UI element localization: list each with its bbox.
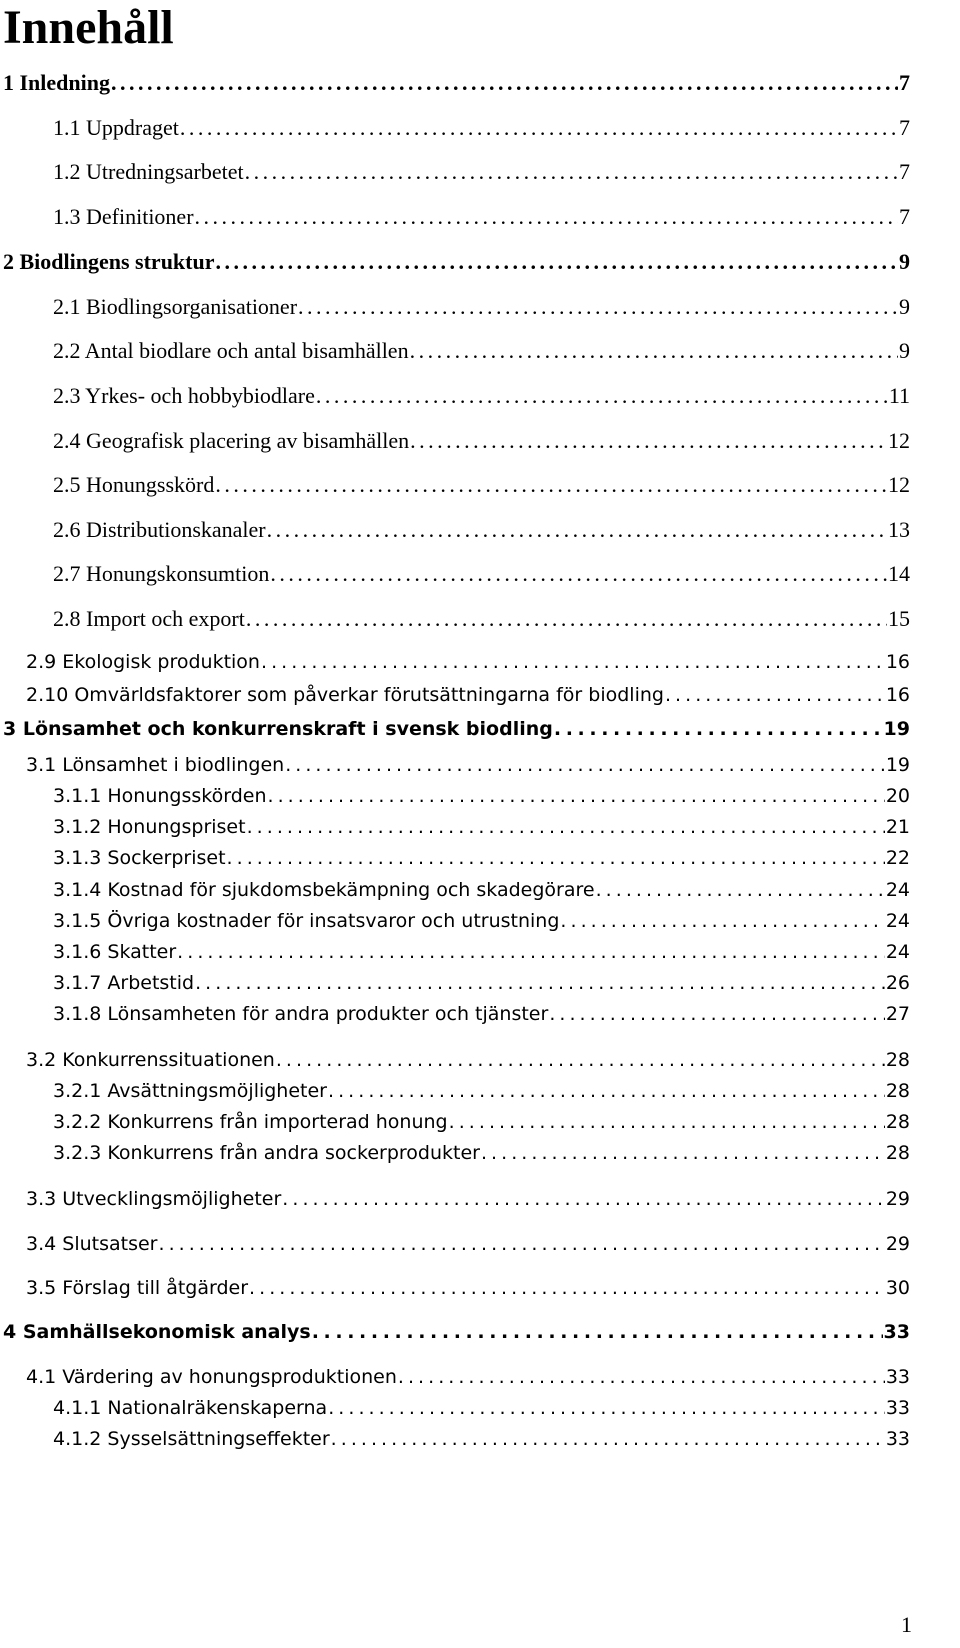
toc-entry-label: 4.1 Värdering av honungsproduktionen: [26, 1366, 397, 1388]
toc-entry-3-2[interactable]: [26, 1049, 910, 1071]
toc-entry-3[interactable]: [3, 718, 910, 740]
toc-entry-page: 12: [888, 472, 910, 497]
toc-entry-page: 14: [888, 561, 910, 586]
dot-leader: [180, 115, 898, 141]
toc-entry-label: 1.3 Definitioner: [53, 204, 194, 229]
dot-leader: [177, 941, 885, 963]
toc-entry-label: 4 Samhällsekonomisk analys: [3, 1321, 311, 1343]
toc-entry-page: 30: [885, 1277, 910, 1299]
dot-leader: [268, 785, 885, 807]
toc-entry-page: 33: [885, 1397, 910, 1419]
toc-entry-page: 7: [899, 115, 910, 140]
dot-leader: [215, 472, 887, 498]
toc-entry-label: 2.1 Biodlingsorganisationer: [53, 294, 298, 319]
dot-leader: [665, 684, 885, 706]
dot-leader: [261, 651, 885, 673]
toc-entry-label: 3.1.5 Övriga kostnader för insatsvaror och utrustning: [53, 910, 560, 932]
dot-leader: [267, 517, 887, 543]
toc-entry-label: 4.1.1 Nationalräkenskaperna: [53, 1397, 328, 1419]
toc-entry-page: 13: [888, 517, 910, 542]
dot-leader: [285, 754, 885, 776]
toc-entry-label: 3.4 Slutsatser: [26, 1233, 158, 1255]
dot-leader: [554, 718, 883, 740]
dot-leader: [560, 910, 884, 932]
toc-entry-page: 24: [885, 941, 910, 963]
dot-leader: [111, 70, 898, 96]
toc-entry-label: 3.1.4 Kostnad för sjukdomsbekämpning och skadegörare: [53, 879, 595, 901]
dot-leader: [227, 847, 885, 869]
toc-entry-label: 3.1.2 Honungspriset: [53, 816, 246, 838]
toc-entry-2[interactable]: [3, 249, 910, 275]
toc-entry-label: 2.10 Omvärldsfaktorer som påverkar förutsättningarna för biodling: [26, 684, 664, 706]
toc-entry-2-10[interactable]: [26, 684, 910, 706]
toc-entry-2-9[interactable]: [26, 651, 910, 673]
toc-entry-page: 28: [885, 1049, 910, 1071]
toc-entry-page: 19: [883, 718, 910, 740]
toc-entry-2-2[interactable]: [53, 338, 910, 364]
toc-entry-page: 26: [885, 972, 910, 994]
toc-entry-1-3[interactable]: [53, 204, 910, 230]
page-number: 1: [901, 1612, 912, 1637]
dot-leader: [276, 1049, 885, 1071]
toc-entry-label: 1.1 Uppdraget: [53, 115, 179, 140]
toc-entry-label: 2.3 Yrkes- och hobbybiodlare: [53, 383, 315, 408]
dot-leader: [195, 972, 885, 994]
dot-leader: [312, 1321, 883, 1343]
toc-entry-3-1-7[interactable]: [53, 972, 910, 994]
toc-entry-page: 7: [899, 70, 910, 95]
dot-leader: [328, 1080, 885, 1102]
toc-entry-page: 20: [885, 785, 910, 807]
toc-title: Innehåll: [3, 1, 174, 54]
toc-entry-label: 1.2 Utredningsarbetet: [53, 159, 244, 184]
toc-entry-label: 3.2.3 Konkurrens från andra sockerprodukter: [53, 1142, 480, 1164]
toc-entry-page: 28: [885, 1111, 910, 1133]
toc-entry-page: 7: [899, 204, 910, 229]
toc-entry-label: 2.9 Ekologisk produktion: [26, 651, 260, 673]
toc-entry-page: 28: [885, 1142, 910, 1164]
toc-entry-page: 33: [885, 1366, 910, 1388]
toc-entry-2-5[interactable]: [53, 472, 910, 498]
toc-entry-3-1-2[interactable]: [53, 816, 910, 838]
toc-entry-page: 29: [885, 1188, 910, 1210]
toc-entry-page: 29: [885, 1233, 910, 1255]
toc-entry-2-6[interactable]: [53, 517, 910, 543]
toc-entry-3-5[interactable]: [26, 1277, 910, 1299]
toc-entry-3-1-4[interactable]: [53, 879, 910, 901]
dot-leader: [398, 1366, 885, 1388]
toc-entry-4-1-2[interactable]: [53, 1428, 910, 1450]
toc-entry-label: 2.5 Honungsskörd: [53, 472, 215, 497]
dot-leader: [328, 1397, 885, 1419]
toc-entry-label: 2.2 Antal biodlare och antal bisamhällen: [53, 338, 409, 363]
toc-entry-label: 3.3 Utvecklingsmöjligheter: [26, 1188, 282, 1210]
dot-leader: [331, 1428, 885, 1450]
dot-leader: [298, 294, 898, 320]
toc-entry-1-1[interactable]: [53, 115, 910, 141]
dot-leader: [449, 1111, 885, 1133]
toc-entry-label: 4.1.2 Sysselsättningseffekter: [53, 1428, 330, 1450]
toc-entry-label: 3 Lönsamhet och konkurrenskraft i svensk biodling: [3, 718, 553, 740]
toc-entry-label: 3.5 Förslag till åtgärder: [26, 1277, 249, 1299]
toc-entry-3-1-8[interactable]: [53, 1003, 910, 1025]
toc-entry-page: 19: [885, 754, 910, 776]
toc-entry-page: 15: [888, 606, 910, 631]
dot-leader: [316, 383, 888, 409]
toc-entry-label: 2.8 Import och export: [53, 606, 245, 631]
toc-entry-page: 21: [885, 816, 910, 838]
dot-leader: [549, 1003, 885, 1025]
toc-entry-3-3[interactable]: [26, 1188, 910, 1210]
toc-entry-label: 3.2 Konkurrenssituationen: [26, 1049, 275, 1071]
dot-leader: [481, 1142, 885, 1164]
dot-leader: [270, 561, 887, 587]
toc-entry-page: 33: [883, 1321, 910, 1343]
toc-entry-3-2-2[interactable]: [53, 1111, 910, 1133]
dot-leader: [195, 204, 898, 230]
toc-entry-label: 3.1.3 Sockerpriset: [53, 847, 226, 869]
toc-entry-label: 2.6 Distributionskanaler: [53, 517, 266, 542]
toc-entry-2-1[interactable]: [53, 294, 910, 320]
toc-entry-label: 3.1.1 Honungsskörden: [53, 785, 267, 807]
toc-entry-1-2[interactable]: [53, 159, 910, 185]
toc-entry-label: 3.1 Lönsamhet i biodlingen: [26, 754, 285, 776]
toc-entry-label: 2.4 Geografisk placering av bisamhällen: [53, 428, 410, 453]
toc-entry-4-1[interactable]: [26, 1366, 910, 1388]
dot-leader: [410, 338, 898, 364]
toc-entry-page: 24: [885, 910, 910, 932]
toc-entry-2-7[interactable]: [53, 561, 910, 587]
toc-entry-label: 3.1.7 Arbetstid: [53, 972, 195, 994]
toc-entry-4[interactable]: [3, 1321, 910, 1343]
toc-entry-label: 3.2.2 Konkurrens från importerad honung: [53, 1111, 448, 1133]
toc-entry-page: 9: [899, 249, 910, 274]
toc-entry-3-1-6[interactable]: [53, 941, 910, 963]
dot-leader: [410, 428, 887, 454]
toc-entry-3-1-1[interactable]: [53, 785, 910, 807]
toc-entry-page: 33: [885, 1428, 910, 1450]
toc-entry-page: 22: [885, 847, 910, 869]
dot-leader: [247, 816, 885, 838]
toc-entry-label: 2.7 Honungskonsumtion: [53, 561, 270, 586]
toc-entry-page: 9: [899, 338, 910, 363]
toc-entry-3-2-1[interactable]: [53, 1080, 910, 1102]
toc-entry-3-1[interactable]: [26, 754, 910, 776]
dot-leader: [246, 606, 887, 632]
toc-entry-label: 1 Inledning: [3, 70, 110, 95]
toc-entry-3-2-3[interactable]: [53, 1142, 910, 1164]
toc-entry-page: 27: [885, 1003, 910, 1025]
dot-leader: [216, 249, 899, 275]
dot-leader: [249, 1277, 885, 1299]
dot-leader: [596, 879, 885, 901]
toc-entry-3-4[interactable]: [26, 1233, 910, 1255]
toc-entry-2-3[interactable]: [53, 383, 910, 409]
toc-entry-page: 9: [899, 294, 910, 319]
toc-entry-page: 24: [885, 879, 910, 901]
toc-entry-label: 3.2.1 Avsättningsmöjligheter: [53, 1080, 327, 1102]
toc-entry-4-1-1[interactable]: [53, 1397, 910, 1419]
toc-entry-2-8[interactable]: [53, 606, 910, 632]
toc-entry-label: 3.1.8 Lönsamheten för andra produkter och tjänster: [53, 1003, 549, 1025]
dot-leader: [282, 1188, 885, 1210]
dot-leader: [158, 1233, 884, 1255]
toc-entry-label: 3.1.6 Skatter: [53, 941, 177, 963]
toc-entry-2-4[interactable]: [53, 428, 910, 454]
toc-entry-page: 12: [888, 428, 910, 453]
toc-entry-page: 28: [885, 1080, 910, 1102]
toc-entry-label: 2 Biodlingens struktur: [3, 249, 215, 274]
dot-leader: [245, 159, 898, 185]
toc-entry-3-1-3[interactable]: [53, 847, 910, 869]
toc-entry-page: 11: [888, 383, 910, 408]
toc-entry-1[interactable]: [3, 70, 910, 96]
toc-entry-3-1-5[interactable]: [53, 910, 910, 932]
toc-entry-page: 16: [885, 651, 910, 673]
toc-entry-page: 16: [885, 684, 910, 706]
toc-entry-page: 7: [899, 159, 910, 184]
